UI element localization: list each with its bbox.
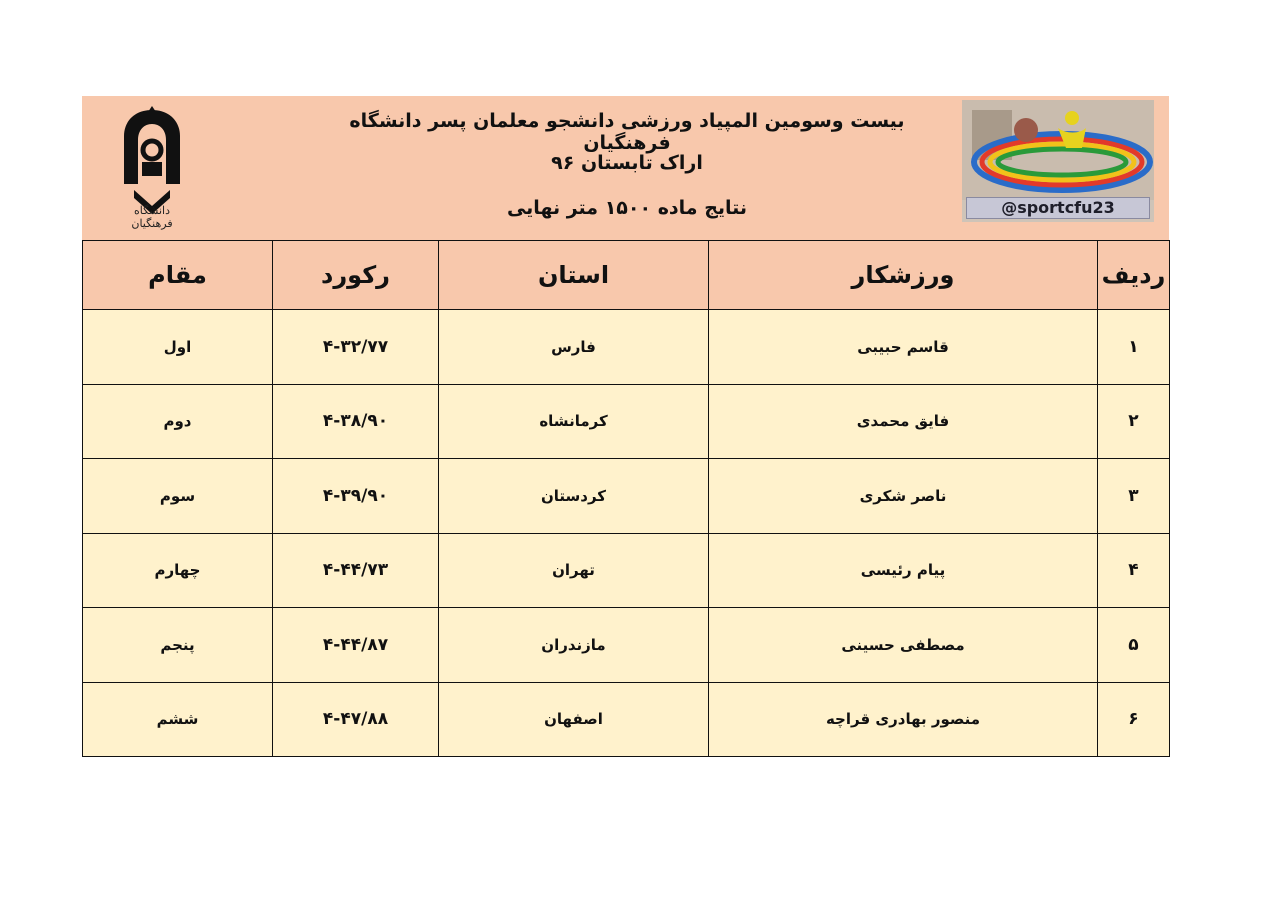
sheet-header [82,96,1169,240]
col-header-athlete: ورزشکار [709,241,1098,310]
cell-rank: ۲ [1098,384,1170,459]
title-line-1: بیست وسومین المپیاد ورزشی دانشجو معلمان پسر دانشگاه فرهنگیان [349,110,905,154]
olympiad-logo [962,100,1154,222]
cell-place: سوم [83,459,273,534]
university-name-caption: دانشگاه فرهنگیان [131,204,173,230]
university-emblem-icon [112,106,192,214]
cell-athlete: فایق محمدی [709,384,1098,459]
cell-place: اول [83,310,273,385]
cell-rank: ۳ [1098,459,1170,534]
table-row [83,533,1170,608]
table-row [83,682,1170,757]
social-handle: @sportcfu23 [966,197,1150,219]
cell-athlete: منصور بهادری قراچه [709,682,1098,757]
cell-province: کردستان [439,459,709,534]
cell-province: فارس [439,310,709,385]
cell-province: اصفهان [439,682,709,757]
cell-record: ۴-۴۷/۸۸ [273,682,439,757]
cell-province: مازندران [439,608,709,683]
farhangian-university-logo [112,106,192,230]
cell-rank: ۶ [1098,682,1170,757]
table-row [83,384,1170,459]
table-row [83,310,1170,385]
cell-place: دوم [83,384,273,459]
results-table [82,240,1170,757]
cell-record: ۴-۳۹/۹۰ [273,459,439,534]
cell-place: چهارم [83,533,273,608]
cell-record: ۴-۳۸/۹۰ [273,384,439,459]
title-line-3: نتایج ماده ۱۵۰۰ متر نهایی [506,197,748,219]
col-header-record: رکورد [273,241,439,310]
olympiad-emblem-icon [962,100,1154,200]
cell-record: ۴-۴۴/۸۷ [273,608,439,683]
cell-rank: ۵ [1098,608,1170,683]
col-header-rank: ردیف [1098,241,1170,310]
cell-rank: ۱ [1098,310,1170,385]
cell-province: تهران [439,533,709,608]
col-header-place: مقام [83,241,273,310]
cell-place: پنجم [83,608,273,683]
cell-athlete: قاسم حبیبی [709,310,1098,385]
cell-record: ۴-۴۴/۷۳ [273,533,439,608]
cell-rank: ۴ [1098,533,1170,608]
cell-record: ۴-۳۲/۷۷ [273,310,439,385]
cell-athlete: ناصر شکری [709,459,1098,534]
cell-province: کرمانشاه [439,384,709,459]
col-header-province: استان [439,241,709,310]
cell-athlete: پیام رئیسی [709,533,1098,608]
title-line-2: اراک تابستان ۹۶ [551,152,703,174]
results-sheet [82,96,1169,757]
cell-athlete: مصطفی حسینی [709,608,1098,683]
table-header-row [83,241,1170,310]
table-row [83,608,1170,683]
cell-place: ششم [83,682,273,757]
table-row [83,459,1170,534]
